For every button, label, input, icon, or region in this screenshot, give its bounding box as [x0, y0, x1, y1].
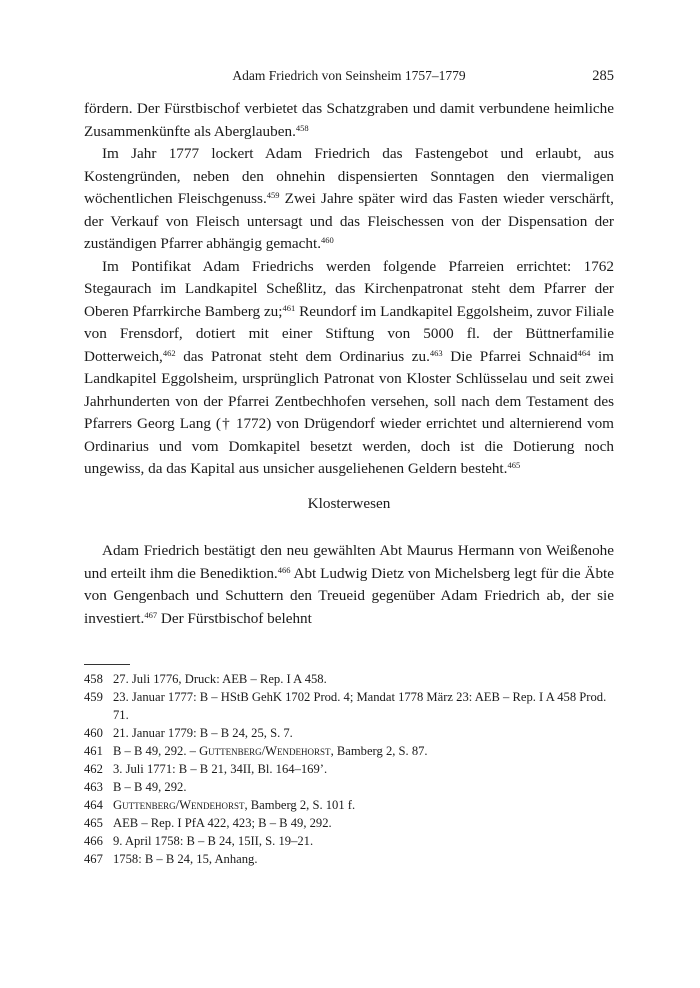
- footnote-ref: 460: [321, 235, 334, 245]
- footnote-text: [113, 834, 313, 848]
- text-run: Im Jahr 1777 lockert Adam Friedrich das Fastengebot und erlaubt, aus Kostengründen, neben den ohnehin dispensierten Sonntagen den viermaligen wöchentlichen Fleischgenuss.: [84, 145, 614, 207]
- footnote-ref: 464: [577, 347, 591, 358]
- footnote-number: 463: [84, 780, 103, 794]
- footnote-number: 462: [84, 762, 103, 776]
- footnote-text: [113, 672, 327, 686]
- footnote: [84, 796, 614, 814]
- text-run: Zwei Jahre später wird das Fasten wieder verschärft, der Verkauf von Fleisch untersagt und das Fleischessen von der Dispensation der zuständigen Pfarrer abhängig gemacht.: [84, 190, 614, 252]
- text-run: 1758: B – B 24, 15, Anhang.: [113, 852, 258, 866]
- footnote-ref: 461: [282, 302, 296, 313]
- footnote: [84, 760, 614, 778]
- footnote-number: 467: [84, 852, 103, 866]
- running-header: [84, 68, 614, 88]
- footnote-ref: 467: [144, 609, 158, 620]
- text-run: 9. April 1758: B – B 24, 15II, S. 19–21.: [113, 834, 314, 848]
- paragraph-1: [84, 98, 614, 143]
- footnote-text: [113, 762, 327, 776]
- footnote: [84, 850, 614, 868]
- text-run: , Bamberg 2, S. 87.: [330, 744, 428, 758]
- text-run: 21. Januar 1779: B – B 24, 25, S. 7.: [113, 726, 293, 740]
- footnote: [84, 832, 614, 850]
- text-run: Im Pontifikat Adam Friedrichs werden folgende Pfarreien errichtet: 1762 Stegaurach im Landkapitel Scheßlitz, das Kirchenpatronat steht dem Pfarrer der Oberen Pfarrkirche Bamberg zu;: [84, 257, 614, 320]
- footnote-rule: [84, 664, 130, 665]
- author-name: Guttenberg/Wendehorst: [113, 798, 245, 812]
- footnote-number: 459: [84, 690, 103, 704]
- section-body: [84, 540, 614, 630]
- footnote: [84, 814, 614, 832]
- footnote-text: [113, 744, 428, 758]
- footnotes: [84, 670, 614, 868]
- text-run: 3. Juli 1771: B – B 21, 34II, Bl. 164–169’.: [113, 762, 328, 776]
- footnote-ref: 463: [429, 347, 443, 358]
- footnote-ref: 459: [266, 190, 280, 200]
- section-heading: Klosterwesen: [307, 495, 391, 512]
- footnote: [84, 688, 614, 724]
- text-run: AEB – Rep. I PfA 422, 423; B – B 49, 292.: [113, 816, 332, 830]
- footnote-number: 460: [84, 726, 103, 740]
- text-run: Adam Friedrich bestätigt den neu gewählten Abt Maurus Hermann von Weißenohe und erteilt ihm die Benediktion.: [84, 542, 614, 582]
- footnote-text: [113, 798, 355, 812]
- footnote-text: [113, 690, 606, 722]
- text-run: im Landkapitel Eggolsheim, ursprünglich Patronat von Kloster Schlüsselau und seit zwei Jahrhunderten von der Pfarrei Zentbechhofen versehen, soll nach dem Testament des Pfarrers Georg Lang († 1772) von Drügendorf wieder errichtet und alternierend vom Ordinarius und vom Domkapitel besetzt werden, doch ist die Dotierung noch ungewiss, da das Kapital aus unsicher ausgeliehenen Geldern besteht.: [84, 347, 614, 477]
- footnote-ref: 466: [277, 564, 291, 575]
- footnote-text: [113, 780, 186, 794]
- footnote-number: 466: [84, 834, 103, 848]
- footnote-text: [113, 816, 332, 830]
- text-run: das Patronat steht dem Ordinarius zu.: [175, 347, 430, 365]
- text-run: B – B 49, 292.: [113, 780, 187, 794]
- footnote-text: [113, 726, 293, 740]
- text-run: , Bamberg 2, S. 101 f.: [244, 798, 356, 812]
- text-run: Der Fürstbischof belehnt: [157, 609, 312, 627]
- text-run: fördern. Der Fürstbischof verbietet das Schatzgraben und damit verbundene heimliche Zusammenkünfte als Aberglauben.: [84, 100, 614, 140]
- footnote-number: 461: [84, 744, 103, 758]
- footnote-number: 464: [84, 798, 103, 812]
- footnote-number: 465: [84, 816, 103, 830]
- footnote-number: 458: [84, 672, 103, 686]
- body-text: [84, 98, 614, 481]
- paragraph-3: [84, 256, 614, 481]
- paragraph-2: [84, 143, 614, 256]
- text-run: Die Pfarrei Schnaid: [442, 347, 578, 365]
- text-run: Reundorf im Landkapitel Eggolsheim, zuvor Filiale von Frensdorf, dotiert mit einer Stiftung von 5000 fl. der Büttnerfamilie Dotterweich,: [84, 302, 615, 365]
- text-run: Abt Ludwig Dietz von Michelsberg legt für die Äbte von Gengenbach und Schuttern den Treueid gegenüber Adam Friedrich ab, der sie investiert.: [84, 564, 614, 627]
- footnote-ref: 465: [507, 460, 521, 470]
- footnote: [84, 778, 614, 796]
- running-title: Adam Friedrich von Seinsheim 1757–1779: [232, 68, 466, 83]
- section-paragraph: [84, 540, 614, 630]
- text-run: 23. Januar 1777: B – HStB GehK 1702 Prod. 4; Mandat 1778 März 23: AEB – Rep. I A 458 Prod. 71.: [113, 690, 607, 722]
- footnote: [84, 670, 614, 688]
- author-name: Guttenberg/Wendehorst: [199, 744, 331, 758]
- text-run: B – B 49, 292. –: [113, 744, 200, 758]
- footnote: [84, 742, 614, 760]
- page-number: 285: [592, 68, 614, 84]
- footnote-ref: 458: [295, 122, 309, 133]
- footnote: [84, 724, 614, 742]
- text-run: 27. Juli 1776, Druck: AEB – Rep. I A 458.: [113, 672, 327, 686]
- footnote-text: [113, 852, 257, 866]
- footnote-ref: 462: [162, 347, 176, 358]
